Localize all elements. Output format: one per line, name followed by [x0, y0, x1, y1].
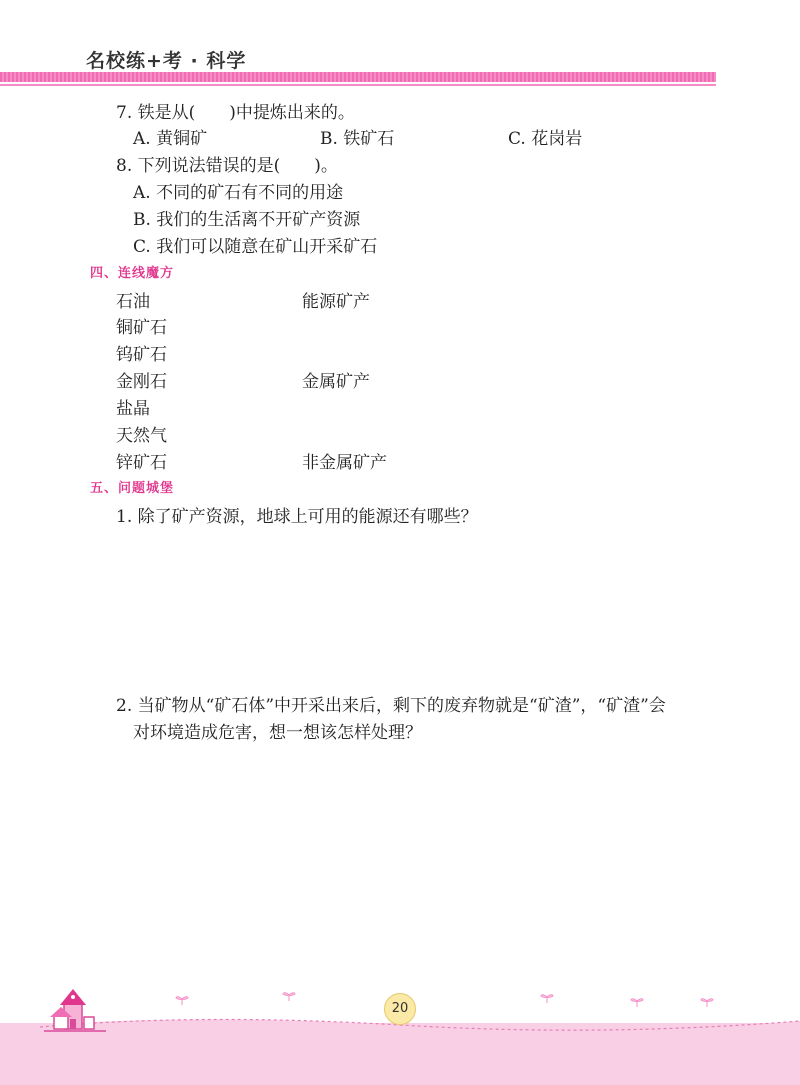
q5-2-line2: 对环境造成危害，想一想该怎样处理？: [133, 723, 422, 743]
q5-2-line1: 2. 当矿物从“矿石体”中开采出来后，剩下的废弃物就是“矿渣”，“矿渣”会: [116, 696, 666, 716]
header-bar-thin: [0, 84, 716, 86]
page-footer: [0, 975, 800, 1085]
page-number: 20: [384, 993, 416, 1025]
q7-option-a: A. 黄铜矿: [133, 129, 208, 149]
q8-option-a: A. 不同的矿石有不同的用途: [133, 183, 344, 203]
sprout-icon: [700, 995, 714, 1007]
house-icon: [40, 981, 110, 1041]
match-left-item: 金刚石: [116, 372, 167, 392]
match-left-item: 钨矿石: [116, 345, 167, 365]
match-right-item: 金属矿产: [302, 372, 370, 392]
header-title: 名校练+考 · 科学: [86, 50, 247, 72]
match-left-item: 天然气: [116, 426, 167, 446]
match-right-item: 能源矿产: [302, 292, 370, 312]
q5-1: 1. 除了矿产资源，地球上可用的能源还有哪些？: [116, 507, 478, 527]
match-left-item: 铜矿石: [116, 318, 167, 338]
section4-title: 四、连线魔方: [90, 266, 175, 281]
match-left-item: 石油: [116, 292, 150, 312]
match-left-item: 盐晶: [116, 399, 150, 419]
q8-option-b: B. 我们的生活离不开矿产资源: [133, 210, 361, 230]
sprout-icon: [540, 991, 554, 1003]
sprout-icon: [175, 993, 189, 1005]
header-bar: [0, 72, 716, 82]
sprout-icon: [282, 989, 296, 1001]
page-header: [0, 0, 800, 100]
match-right-item: 非金属矿产: [302, 453, 387, 473]
q7-option-c: C. 花岗岩: [508, 129, 583, 149]
sprout-icon: [630, 995, 644, 1007]
q7-stem: 7. 铁是从( )中提炼出来的。: [116, 103, 355, 123]
section5-title: 五、问题城堡: [90, 481, 175, 496]
q8-stem: 8. 下列说法错误的是( )。: [116, 156, 338, 176]
q7-option-b: B. 铁矿石: [320, 129, 395, 149]
match-left-item: 锌矿石: [116, 453, 167, 473]
q8-option-c: C. 我们可以随意在矿山开采矿石: [133, 237, 378, 257]
